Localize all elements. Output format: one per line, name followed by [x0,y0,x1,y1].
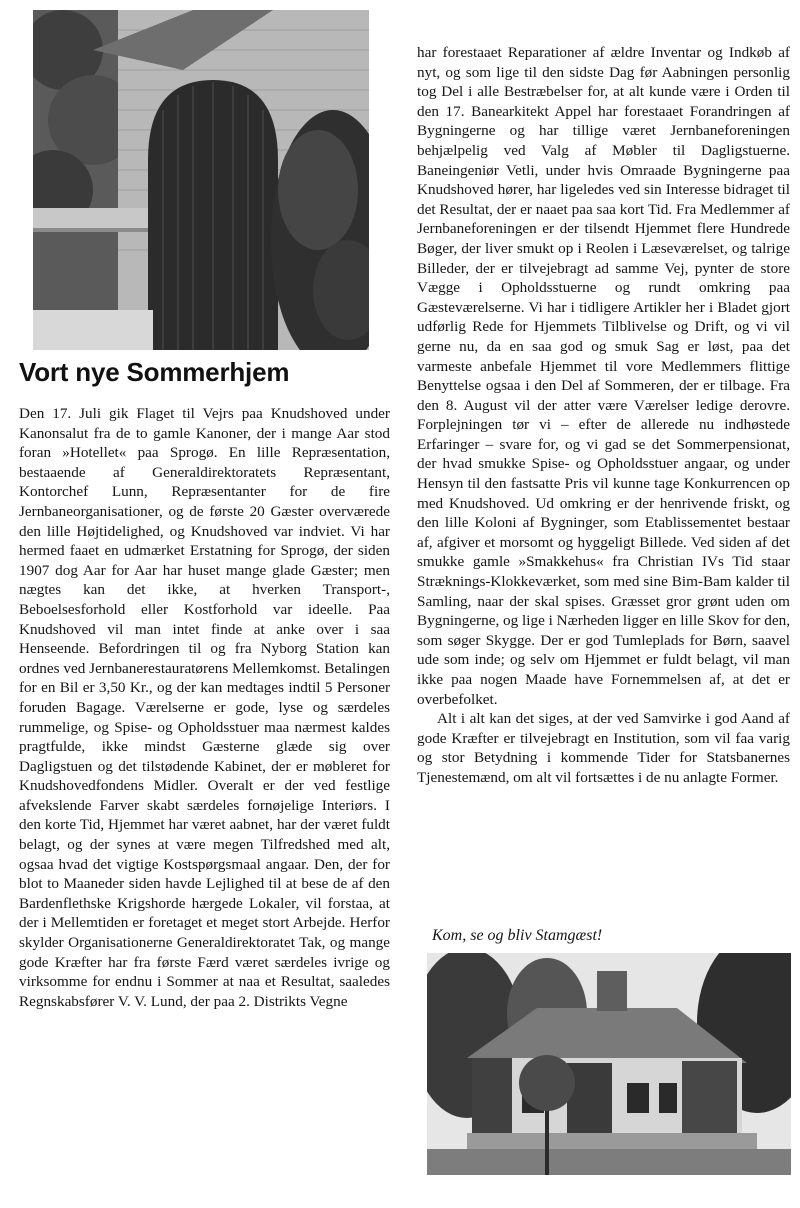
article-left-column [19,404,390,1011]
closing-paragraph: Alt i alt kan det siges, at der ved Samvirke i god Aand af gode Kræfter er tilvejebragt en Institution, som vil faa varig og stor Betydning i kommende Tider for Statsbanernes Tjenestemænd, om alt vil fortsættes i de nu anlagte Former. [417,710,790,786]
article-headline: Vort nye Sommerhjem [19,357,290,387]
article-right-column [417,43,790,788]
body-paragraph: Den 17. Juli gik Flaget til Vejrs paa Knudshoved under Kanonsalut fra de to gamle Kanoner, der i mange Aar stod foran »Hotellet« paa Sprogø. En lille Repræsentation, bestaaende af Generaldirektoratets Repræsentant, Kontorchef Lunn, Repræsentanter for de fire Jernbaneorganisationer, og de første 20 Gæster overværede den lille Højtidelighed, og Knudshoved var indviet. Vi har hermed faaet en udmærket Erstatning for Sprogø, der siden 1907 dog Aar for Aar har huset mange glade Gæster; men nægtes kan det ikke, at hverken Transport-, Beboelsesforhold eller Kostforhold var ideelle. Paa Knudshoved vil man intet finde at anke over i saa Henseende. Befordringen til og fra Nyborg Station kan ordnes ved Jernbanerestauratørens Mellemkomst. Betalingen for en Bil er 3,50 Kr., og der kan medtages indtil 5 Personer foruden Bagage. Værelserne er gode, lyse og særdeles rummelige, og Spise- og Opholdsstuer maa nærmest kaldes pragtfulde, ikke mindst Gæsterne glæde sig over Dagligstuen og det tilstødende Kabinet, der er møbleret for Knudshovedfondens Midler. Overalt er der ved festlige afvekslende Farver skabt særdeles fornøjelige Interiørs. I den korte Tid, Hjemmet har været aabnet, har der været fuldt belagt, og der synes at være megen Tilfredshed med alt, ogsaa hvad det vigtige Kostspørgsmaal angaar. Den, der for blot to Maaneder siden havde Lejlighed til at bese de af den Bardenflethske Krigshorde hærgede Lokaler, vil forstaa, at der i Mellemtiden er foretaget et meget stort Arbejde. Herfor skylder Organisationerne Generaldirektoratet Tak, og mange gode Kræfter har fra første Færd været særdeles ivrige og virksomme for endnu i Sommer at naa et Resultat, saaledes Regnskabsfører V. V. Lund, der paa 2. Distrikts Vegne [19,405,390,1010]
photo-summer-home [427,953,791,1175]
body-paragraph: har forestaaet Reparationer af ældre Inventar og Indkøb af nyt, og som lige til den sidste Dag før Aabningen personlig tog Del i alle Bestræbelser for, at alt kunde være i Orden til den 17. Banearkitekt Appel har forestaaet Forandringen af Bygningerne og har tillige været Jernbaneforeningen behjælpelig ved Valg af Møbler til Dagligstuerne. Baneingeniør Vetli, under hvis Omraade Bygningerne paa Knudshoved hører, har ligeledes ved sin Interesse bidraget til det Resultat, der er naaet paa saa kort Tid. Fra Medlemmer af Jernbaneforeningen er der tilsendt Hjemmet flere Hundrede Bøger, der liver smukt op i Reolen i Læseværelset, og talrige Billeder, der er tilvejebragt ad samme Vej, pynter de store Vægge i Opholdsstuerne og rundt omkring paa Gæsteværelserne. Vi har i tidligere Artikler her i Bladet gjort udførlig Rede for Hjemmets Tilblivelse og Drift, og vi vil gerne nu, da en saa god og smuk Sag er løst, paa det varmeste anbefale Hjemmet til vore Medlemmers flittige Benyttelse ogsaa i den Del af Sommeren, der er tilbage. Fra den 8. August vil der atter være Værelser ledige derovre. Forplejningen tør vi – efter de allerede nu indhøstede Erfaringer – svare for, og vi gad se det Sommerpensionat, der hvad smukke Spise- og Opholdsstuer angaar, og under Hensyn til den fastsatte Pris vil kunne tage Konkurrencen op med Knudshoved. Ud omkring er der henrivende friskt, og den lille Koloni af Bygninger, som Etablissementet bestaar af, afgiver et morsomt og hyggeligt Billede. Ved siden af det smukke gamle »Smakkehus« fra Christian IVs Tid staar Stræknings-Klokkeværket, som med sine Bim-Bam kalder til Samling, naar der skal spises. Græsset gror grønt uden om Bygningerne, og lige i Nærheden ligger en lille Skov for den, som søger Skygge. Der er god Tumleplads for Børn, saavel ude som inde; og selv om Hjemmet er fuldt belagt, vil man ikke paa nogen Maade have Fornemmelsen af, at det er overbefolket. [417,44,790,708]
photo-arched-gate [33,10,369,350]
photo-caption: Kom, se og bliv Stamgæst! [432,927,603,944]
